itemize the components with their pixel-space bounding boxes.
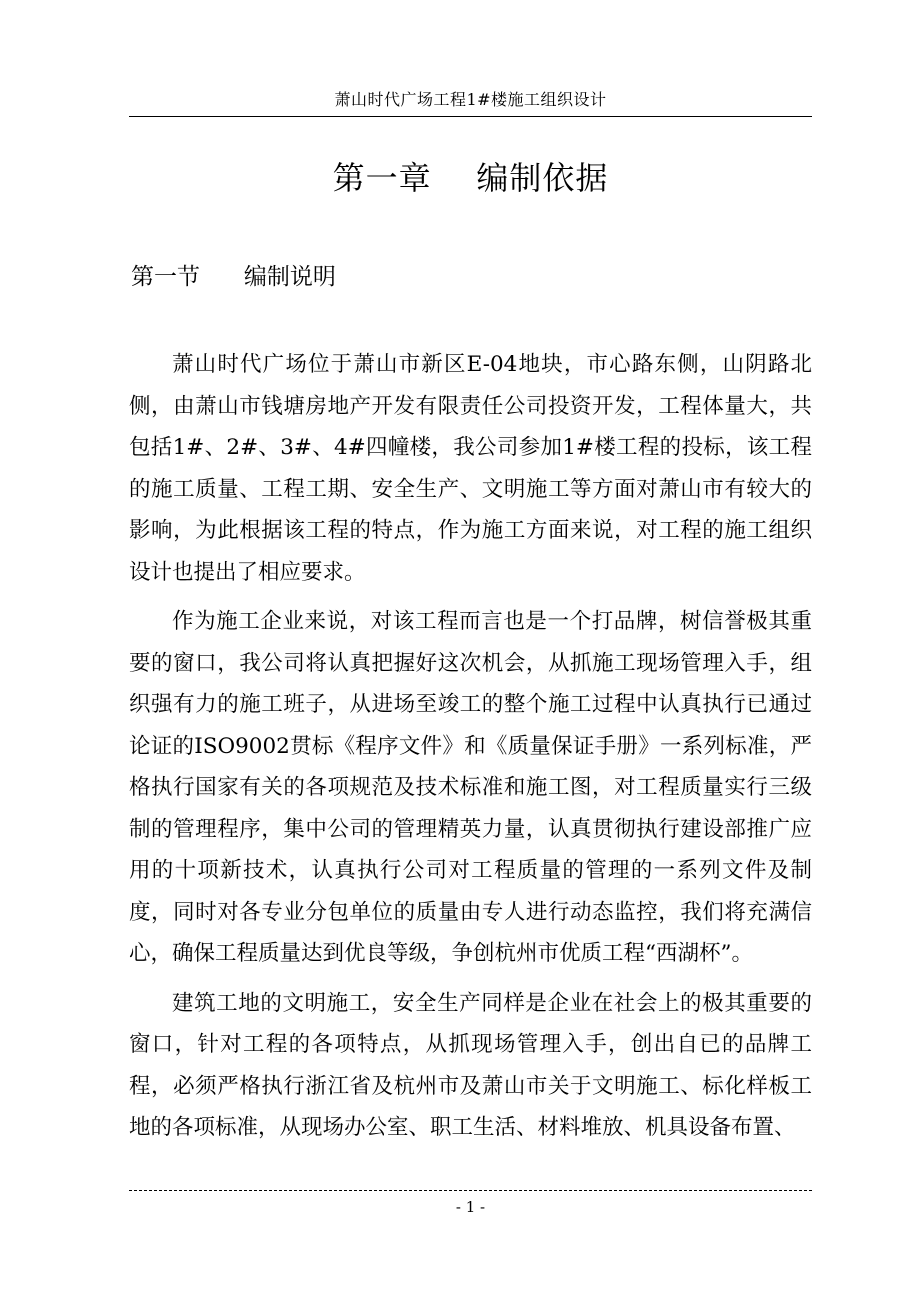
body-text bbox=[129, 344, 812, 1157]
section-title: 第一节 编制说明 bbox=[131, 264, 336, 290]
chapter-title: 第一章 编制依据 bbox=[332, 159, 609, 197]
header-text: 萧山时代广场工程1#楼施工组织设计 bbox=[334, 90, 607, 109]
page-footer bbox=[129, 1190, 812, 1221]
page-number: - 1 - bbox=[455, 1198, 486, 1216]
paragraph: 作为施工企业来说，对该工程而言也是一个打品牌，树信誉极其重要的窗口，我公司将认真把握好这次机会，从抓施工现场管理入手，组织强有力的施工班子，从进场至竣工的整个施工过程中认真执行已通过论证的ISO9002贯标《程序文件》和《质量保证手册》一系列标准，严格执行国家有关的各项规范及技术标准和施工图，对工程质量实行三级制的管理程序，集中公司的管理精英力量，认真贯彻执行建设部推广应用的十项新技术，认真执行公司对工程质量的管理的一系列文件及制度，同时对各专业分包单位的质量由专人进行动态监控，我们将充满信心，确保工程质量达到优良等级，争创杭州市优质工程“西湖杯”。 bbox=[129, 609, 812, 966]
page-header bbox=[129, 84, 812, 117]
paragraph: 建筑工地的文明施工，安全生产同样是企业在社会上的极其重要的窗口，针对工程的各项特点，从抓现场管理入手，创出自已的品牌工程，必须严格执行浙江省及杭州市及萧山市关于文明施工、标化样板工地的各项标准，从现场办公室、职工生活、材料堆放、机具设备布置、 bbox=[129, 990, 812, 1140]
paragraph: 萧山时代广场位于萧山市新区E-04地块，市心路东侧，山阴路北侧，由萧山市钱塘房地产开发有限责任公司投资开发，工程体量大，共包括1#、2#、3#、4#四幢楼，我公司参加1#楼工程的投标，该工程的施工质量、工程工期、安全生产、文明施工等方面对萧山市有较大的影响，为此根据该工程的特点，作为施工方面来说，对工程的施工组织设计也提出了相应要求。 bbox=[129, 352, 812, 585]
